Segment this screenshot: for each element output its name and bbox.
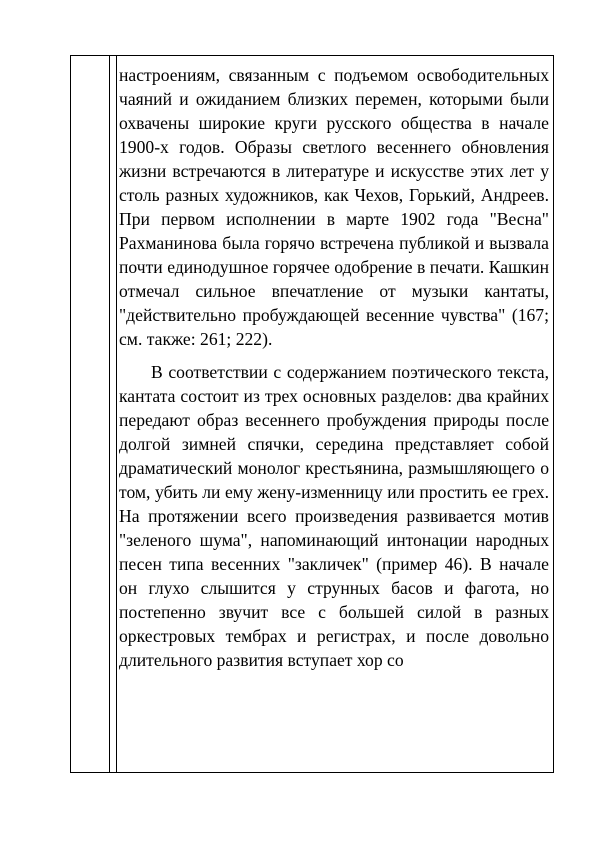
paragraph-2: В соответствии с содержанием поэтического текста, кантата состоит из трех основных разделов: два крайних передают образ весеннего пробуждения природы после долгой зимней спячки, середина представляет собой драматический монолог крестьянина, размышляющего о том, убить ли ему жену-изменницу или простить ее грех. На протяжении всего произведения развивается мотив "зеленого шума", напоминающий интонации народных песен типа весенних "закличек" (пример 46). В начале он глухо слышится у струнных басов и фагота, но постепенно звучит все с большей силой в разных оркестровых тембрах и регистрах, и после довольно длительного развития вступает хор со xyxy=(119,362,549,670)
table-column-divider xyxy=(109,56,110,772)
page-table-frame xyxy=(70,55,554,773)
table-column-divider xyxy=(116,56,117,772)
paragraph-1: настроениям, связанным с подъемом освободительных чаяний и ожиданием близких перемен, которыми были охвачены широкие круги русского общества в начале 1900-х годов. Образы светлого весеннего обновления жизни встречаются в литературе и искусстве этих лет у столь разных художников, как Чехов, Горький, Андреев. При первом исполнении в марте 1902 года "Весна" Рахманинова была горячо встречена публикой и вызвала почти единодушное горячее одобрение в печати. Кашкин отмечал сильное впечатление от музыки кантаты, "действительно пробуждающей весенние чувства" (167; см. также: 261; 222). xyxy=(119,65,549,349)
text-cell xyxy=(119,63,549,672)
